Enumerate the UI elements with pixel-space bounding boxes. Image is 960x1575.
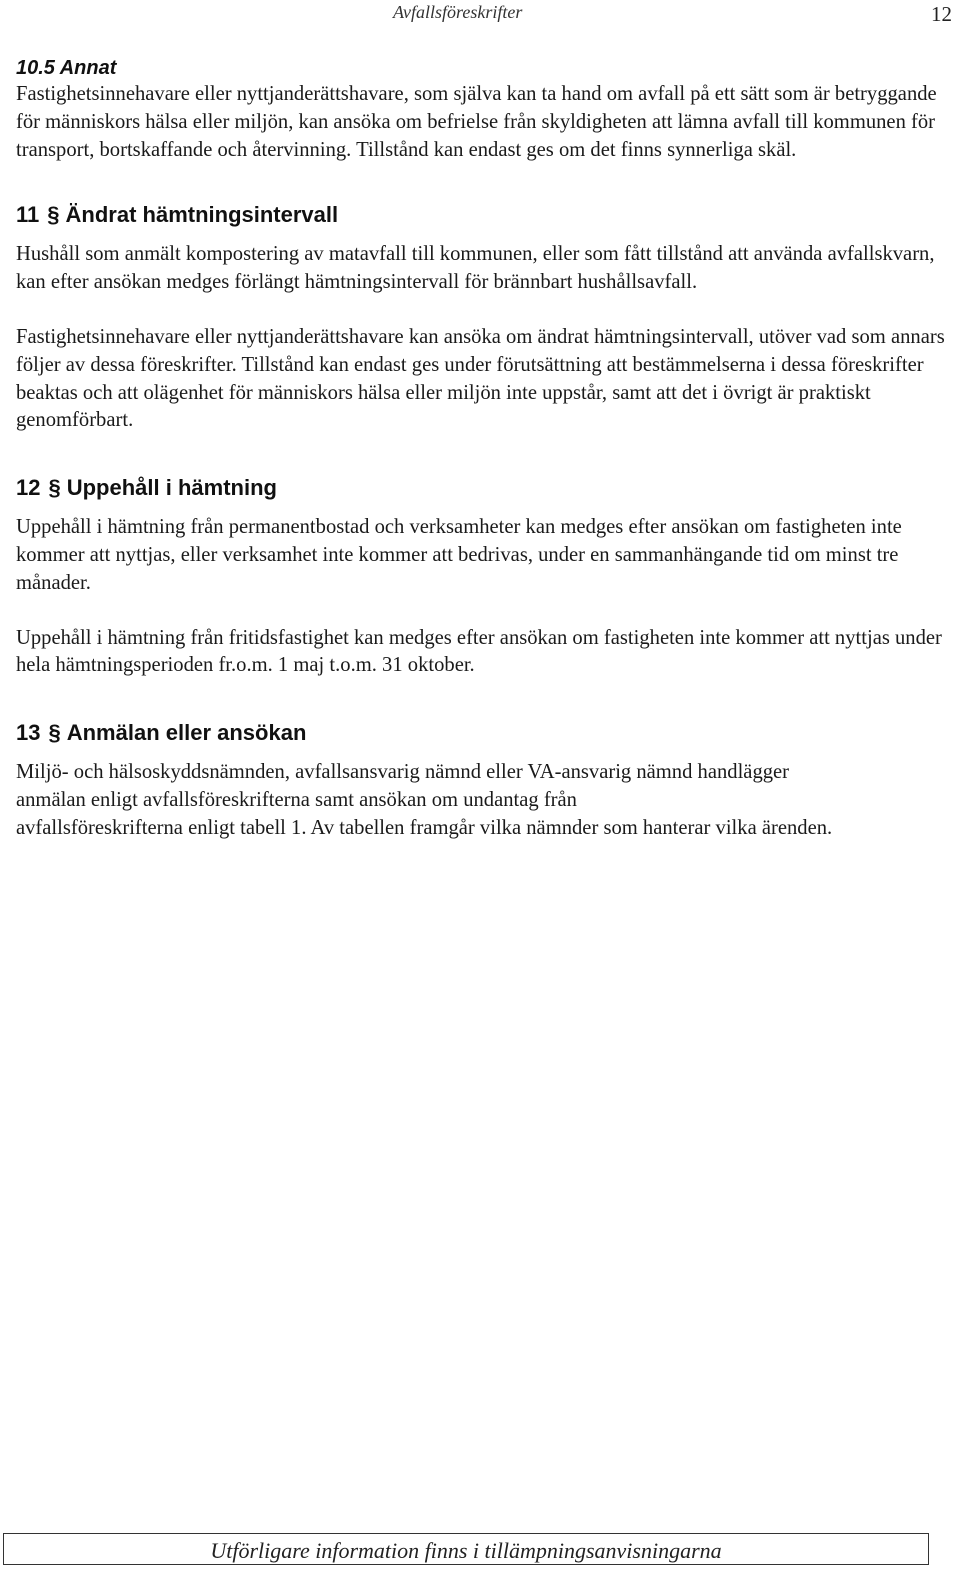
section-10-5-heading: 10.5 Annat xyxy=(16,57,117,79)
running-head: Avfallsföreskrifter xyxy=(393,2,523,22)
section-13-line-3: avfallsföreskrifterna enligt tabell 1. Av tabellen framgår vilka nämnder som hanterar vilka ärenden. xyxy=(16,816,833,839)
section-11-paragraph-2: Fastighetsinnehavare eller nyttjanderättshavare kan ansöka om ändrat hämtningsintervall, utöver vad som annars följer av dessa föreskrifter. Tillstånd kan endast ges under förutsättning att bestämmelserna i dessa föreskrifter beaktas och att olägenhet för människors hälsa eller miljön inte uppstår, samt att det i övrigt är praktiskt genomförbart. xyxy=(16,325,945,432)
section-13-line-2: anmälan enligt avfallsföreskrifterna samt ansökan om undantag från xyxy=(16,788,577,811)
section-12-paragraph-2: Uppehåll i hämtning från fritidsfastighet kan medges efter ansökan om fastigheten inte kommer att nyttjas under hela hämtningsperioden fr.o.m. 1 maj t.o.m. 31 oktober. xyxy=(16,626,942,677)
section-10-5 xyxy=(16,55,956,164)
document-body xyxy=(16,55,956,843)
section-11 xyxy=(16,200,956,435)
section-13-heading xyxy=(16,718,956,748)
section-13-number: 13 xyxy=(16,720,41,746)
section-13 xyxy=(16,718,956,842)
section-12-paragraph-1: Uppehåll i hämtning från permanentbostad och verksamheter kan medges efter ansökan om fastigheten inte kommer att nyttjas, eller verksamhet inte kommer att bedrivas, under en sammanhängande tid om minst tre månader. xyxy=(16,516,902,594)
section-11-number: 11 xyxy=(16,202,40,228)
section-13-paragraph xyxy=(16,759,956,842)
footer-note: Utförligare information finns i tillämpningsanvisningarna xyxy=(3,1533,929,1565)
section-symbol-icon: § xyxy=(47,202,60,228)
section-12-heading xyxy=(16,473,956,503)
section-11-title: Ändrat hämtningsintervall xyxy=(65,202,339,228)
section-symbol-icon: § xyxy=(48,475,61,501)
section-10-5-paragraph: Fastighetsinnehavare eller nyttjanderättshavare, som själva kan ta hand om avfall på ett sätt som är betryggande för människors hälsa eller miljön, kan ansöka om befrielse från skyldigheten att lämna avfall till kommunen för transport, bortskaffande och återvinning. Tillstånd kan endast ges om det finns synnerliga skäl. xyxy=(16,83,937,161)
section-12 xyxy=(16,473,956,680)
section-13-line-1: Miljö- och hälsoskyddsnämnden, avfallsansvarig nämnd eller VA-ansvarig nämnd handlägger xyxy=(16,761,790,784)
section-symbol-icon: § xyxy=(48,720,61,746)
section-13-title: Anmälan eller ansökan xyxy=(66,720,307,746)
page-number: 12 xyxy=(931,2,952,26)
section-11-paragraph-1: Hushåll som anmält kompostering av matavfall till kommunen, eller som fått tillstånd att använda avfallskvarn, kan efter ansökan medges förlängt hämtningsintervall för brännbart hushållsavfall. xyxy=(16,243,935,294)
section-12-title: Uppehåll i hämtning xyxy=(66,475,277,501)
section-11-heading xyxy=(16,200,956,230)
section-12-number: 12 xyxy=(16,475,41,501)
